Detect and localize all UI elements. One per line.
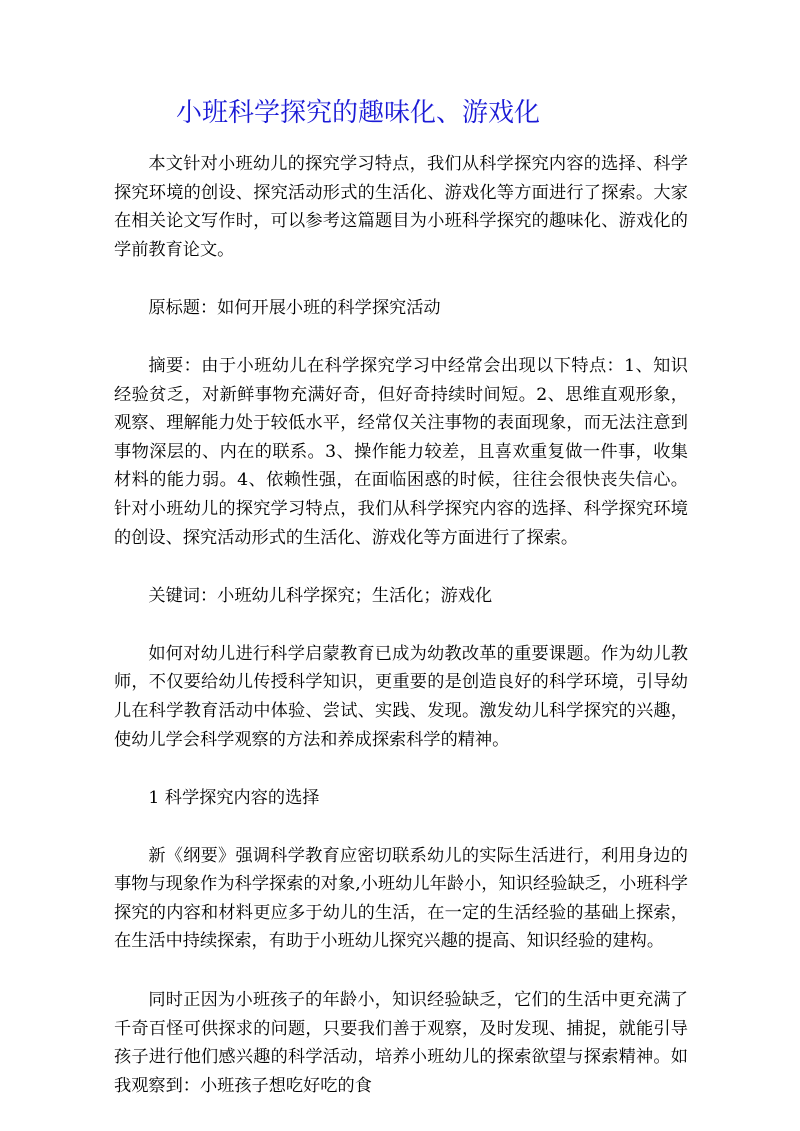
- abstract-paragraph: 摘要：由于小班幼儿在科学探究学习中经常会出现以下特点：1、知识经验贫乏，对新鲜事物充满好奇，但好奇持续时间短。2、思维直观形象，观察、理解能力处于较低水平，经常仅关注事物的表面现象，而无法注意到事物深层的、内在的联系。3、操作能力较差，且喜欢重复做一件事，收集材料的能力弱。4、依赖性强，在面临困惑的时候，往往会很快丧失信心。针对小班幼儿的探究学习特点，我们从科学探究内容的选择、科学探究环境的创设、探究活动形式的生活化、游戏化等方面进行了探索。: [114, 355, 688, 548]
- original-title-line: 原标题：如何开展小班的科学探究活动: [148, 298, 441, 319]
- body-paragraph: 如何对幼儿进行科学启蒙教育已成为幼教改革的重要课题。作为幼儿教师，不仅要给幼儿传授科学知识，更重要的是创造良好的科学环境，引导幼儿在科学教育活动中体验、尝试、实践、发现。激发幼儿科学探究的兴趣，使幼儿学会科学观察的方法和养成探索科学的精神。: [114, 643, 688, 750]
- body-paragraph: 新《纲要》强调科学教育应密切联系幼儿的实际生活进行，利用身边的事物与现象作为科学探索的对象,小班幼儿年龄小，知识经验缺乏，小班科学探究的内容和材料更应多于幼儿的生活，在一定的生活经验的基础上探索，在生活中持续探索，有助于小班幼儿探究兴趣的提高、知识经验的建构。: [114, 845, 688, 952]
- intro-paragraph: 本文针对小班幼儿的探究学习特点，我们从科学探究内容的选择、科学探究环境的创设、探究活动形式的生活化、游戏化等方面进行了探索。大家在相关论文写作时，可以参考这篇题目为小班科学探究的趣味化、游戏化的学前教育论文。: [114, 154, 688, 260]
- body-paragraph: 同时正因为小班孩子的年龄小，知识经验缺乏，它们的生活中更充满了千奇百怪可供探求的问题，只要我们善于观察，及时发现、捕捉，就能引导孩子进行他们感兴趣的科学活动，培养小班幼儿的探索欲望与探索精神。如我观察到：小班孩子想吃好吃的食: [114, 990, 688, 1096]
- document-body: [114, 150, 688, 1130]
- section-heading: 1 科学探究内容的选择: [148, 788, 320, 809]
- page-title: 小班科学探究的趣味化、游戏化: [176, 98, 541, 128]
- keywords-line: 关键词：小班幼儿科学探究；生活化；游戏化: [148, 586, 493, 607]
